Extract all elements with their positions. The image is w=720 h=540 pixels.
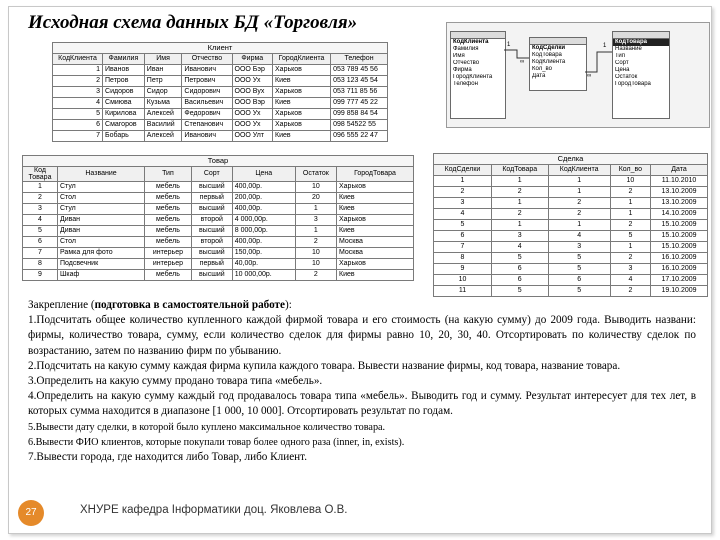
table-cell: Иван (144, 64, 182, 75)
table-row (23, 203, 414, 214)
deal-table-header (434, 164, 708, 175)
table-cell: мебель (145, 269, 192, 280)
task-intro-suffix: ): (285, 299, 292, 311)
table-row (434, 208, 708, 219)
table-cell: Иванович (182, 64, 232, 75)
table-cell: мебель (145, 236, 192, 247)
table-cell: Петрович (182, 75, 232, 86)
deal-col-header: Кол_во (610, 164, 650, 175)
table-cell: 1 (610, 197, 650, 208)
deal-table-body (434, 175, 708, 296)
table-cell: 5 (53, 108, 103, 119)
deal-table (433, 153, 708, 297)
table-cell: второй (191, 214, 232, 225)
table-cell: 15.10.2009 (651, 241, 708, 252)
table-cell: 10 (610, 175, 650, 186)
table-cell: 10 (434, 274, 492, 285)
table-cell: Киев (337, 225, 414, 236)
table-cell: ООО Улт (232, 130, 272, 141)
table-cell: 2 (491, 186, 548, 197)
table-row (23, 258, 414, 269)
table-cell: 4 (491, 241, 548, 252)
table-cell: мебель (145, 225, 192, 236)
client-table (52, 42, 388, 142)
table-cell: 053 711 85 56 (331, 86, 388, 97)
table-cell: 3 (434, 197, 492, 208)
goods-table-body (23, 181, 414, 280)
table-row (434, 274, 708, 285)
table-cell: Харьков (337, 181, 414, 192)
schema-diagram (446, 22, 710, 128)
table-cell: 4 (23, 214, 58, 225)
table-cell: 6 (548, 274, 610, 285)
table-cell: 6 (23, 236, 58, 247)
table-cell: 053 789 45 56 (331, 64, 388, 75)
table-cell: 1 (610, 241, 650, 252)
table-cell: Киев (273, 97, 331, 108)
schema-field: КодТовара (532, 52, 562, 58)
schema-field: КодСделки (532, 45, 566, 51)
schema-client-header (451, 32, 505, 39)
relation-many-mark: ∞ (520, 59, 525, 65)
table-cell: Рамка для фото (58, 247, 145, 258)
client-col-header: ГородКлиента (273, 53, 331, 64)
table-cell: Алексей (144, 108, 182, 119)
table-cell: Васильевич (182, 97, 232, 108)
deal-table-caption: Сделка (433, 153, 708, 164)
table-cell: Москва (337, 236, 414, 247)
table-cell: 6 (491, 274, 548, 285)
task-item: 3.Определить на какую сумму продано товара типа «мебель». (28, 375, 323, 388)
table-cell: 1 (548, 175, 610, 186)
table-cell: Москва (337, 247, 414, 258)
table-cell: Харьков (273, 108, 331, 119)
table-cell: 20 (295, 192, 336, 203)
goods-col-header: Сорт (191, 166, 232, 181)
table-cell: 3 (53, 86, 103, 97)
task-item: 1.Подсчитать общее количество купленного каждой фирмой товара и его стоимость (на какую сумму) до 2009 года. Выводить названи: фирмы, количество товара, сумму, если количество сделок для фирмы равно 10, 20, 30, 40. Отсортировать по количеству сделок по возрастанию, затем по названию фирм по убыванию. (28, 314, 696, 357)
table-cell: 2 (548, 197, 610, 208)
goods-col-header: Цена (232, 166, 295, 181)
goods-table-header (23, 166, 414, 181)
table-cell: Харьков (273, 119, 331, 130)
table-cell: 15.10.2009 (651, 230, 708, 241)
table-cell: 14.10.2009 (651, 208, 708, 219)
table-cell: 2 (295, 269, 336, 280)
relation-many-mark: ∞ (587, 73, 592, 79)
table-cell: Алексей (144, 130, 182, 141)
schema-deal-box (529, 37, 587, 91)
table-cell: 2 (610, 252, 650, 263)
table-cell: 3 (548, 241, 610, 252)
relation-one-mark: 1 (603, 43, 607, 49)
table-cell: 8 000,00р. (232, 225, 295, 236)
table-cell: Стул (58, 203, 145, 214)
table-cell: 096 555 22 47 (331, 130, 388, 141)
goods-table-caption: Товар (22, 155, 414, 166)
table-cell: 3 (491, 230, 548, 241)
table-cell: 11 (434, 285, 492, 296)
table-row (434, 197, 708, 208)
deal-col-header: КодКлиента (548, 164, 610, 175)
table-cell: Смагоров (103, 119, 145, 130)
task-intro-prefix: Закрепление ( (28, 299, 95, 311)
table-row (434, 175, 708, 186)
table-cell: 2 (548, 208, 610, 219)
table-cell: Киев (273, 75, 331, 86)
table-cell: 6 (434, 230, 492, 241)
table-cell: первый (191, 258, 232, 269)
table-cell: 5 (434, 219, 492, 230)
client-col-header: Телефон (331, 53, 388, 64)
task-item: 5.Вывести дату сделки, в которой было куплено максимальное количество товара. (28, 421, 386, 433)
schema-field: Сорт (615, 60, 629, 66)
table-cell: 7 (23, 247, 58, 258)
table-cell: 4 (53, 97, 103, 108)
table-row (23, 269, 414, 280)
table-cell: 5 (491, 285, 548, 296)
schema-field: КодКлиента (532, 59, 566, 65)
goods-col-header: Код Товара (23, 166, 58, 181)
table-cell: Подсвечник (58, 258, 145, 269)
table-cell: ООО Ух (232, 75, 272, 86)
table-cell: ООО Вэр (232, 97, 272, 108)
table-cell: Киев (337, 269, 414, 280)
table-cell: Диван (58, 225, 145, 236)
schema-field: Фамилия (453, 46, 479, 52)
schema-field: КодТовара (613, 39, 669, 46)
table-row (23, 192, 414, 203)
goods-table (22, 155, 414, 281)
table-cell: мебель (145, 192, 192, 203)
task-item: 4.Определить на какую сумму каждый год продавалось товара типа «мебель». Выводить год и сумму. Результат интересует для тех лет, в которых сумма находится в диапазоне [1 000, 10 000]. Отсортировать результат по годам. (28, 390, 696, 418)
schema-field: Название (615, 46, 642, 52)
client-table-caption: Клиент (52, 42, 388, 53)
table-row (434, 230, 708, 241)
table-cell: мебель (145, 203, 192, 214)
table-cell: 40,00р. (232, 258, 295, 269)
table-row (53, 64, 388, 75)
table-cell: 4 (434, 208, 492, 219)
table-cell: 10 (295, 181, 336, 192)
table-cell: 3 (610, 263, 650, 274)
table-cell: 2 (610, 219, 650, 230)
table-cell: 099 777 45 22 (331, 97, 388, 108)
relation-client-deal (504, 50, 529, 58)
table-cell: 1 (434, 175, 492, 186)
table-cell: Смиюва (103, 97, 145, 108)
goods-col-header: ГородТовара (337, 166, 414, 181)
table-cell: 3 (23, 203, 58, 214)
table-cell: Киев (337, 203, 414, 214)
table-cell: ООО Ух (232, 119, 272, 130)
table-cell: 3 (295, 214, 336, 225)
table-cell: Федорович (182, 108, 232, 119)
task-item: 7.Вывести города, где находится либо Товар, либо Клиент. (28, 451, 307, 464)
table-cell: 5 (548, 263, 610, 274)
table-cell: 4 (610, 274, 650, 285)
table-cell: Харьков (337, 258, 414, 269)
table-row (23, 225, 414, 236)
table-cell: Петр (144, 75, 182, 86)
table-row (434, 186, 708, 197)
table-cell: 2 (491, 208, 548, 219)
table-cell: 150,00р. (232, 247, 295, 258)
table-cell: Стул (58, 181, 145, 192)
table-cell: 6 (491, 263, 548, 274)
table-cell: высший (191, 247, 232, 258)
schema-field: Дата (532, 73, 546, 79)
schema-field: Имя (453, 53, 465, 59)
table-cell: 5 (491, 252, 548, 263)
table-cell: 10 (295, 247, 336, 258)
table-row (434, 219, 708, 230)
client-col-header: Фирма (232, 53, 272, 64)
table-cell: ООО Бэр (232, 64, 272, 75)
schema-field: ГородТовара (615, 81, 651, 87)
schema-client-box (450, 31, 506, 119)
table-cell: Кирилова (103, 108, 145, 119)
table-cell: 2 (434, 186, 492, 197)
table-cell: 8 (434, 252, 492, 263)
goods-col-header: Тип (145, 166, 192, 181)
table-cell: 400,00р. (232, 236, 295, 247)
page-number-badge: 27 (18, 500, 44, 526)
table-cell: Харьков (273, 64, 331, 75)
table-cell: Сидоров (103, 86, 145, 97)
schema-field: Цена (615, 67, 630, 73)
table-row (23, 236, 414, 247)
goods-col-header: Остаток (295, 166, 336, 181)
table-cell: 400,00р. (232, 181, 295, 192)
table-row (23, 181, 414, 192)
table-cell: Киев (273, 130, 331, 141)
table-cell: 099 858 84 54 (331, 108, 388, 119)
table-row (434, 285, 708, 296)
table-cell: Бобарь (103, 130, 145, 141)
table-cell: второй (191, 236, 232, 247)
schema-field: Фирма (453, 67, 472, 73)
schema-field: Остаток (615, 74, 638, 80)
table-cell: Диван (58, 214, 145, 225)
table-cell: 2 (23, 192, 58, 203)
table-cell: ООО Вух (232, 86, 272, 97)
page-title: Исходная схема данных БД «Торговля» (28, 12, 358, 33)
table-cell: 2 (53, 75, 103, 86)
client-col-header: Отчество (182, 53, 232, 64)
table-cell: высший (191, 203, 232, 214)
table-cell: 7 (434, 241, 492, 252)
table-cell: 400,00р. (232, 203, 295, 214)
table-cell: 200,00р. (232, 192, 295, 203)
table-row (434, 241, 708, 252)
table-cell: 4 (548, 230, 610, 241)
table-cell: высший (191, 225, 232, 236)
table-cell: 2 (610, 186, 650, 197)
table-cell: Степанович (182, 119, 232, 130)
table-cell: ООО Ух (232, 108, 272, 119)
table-cell: 10 000,00р. (232, 269, 295, 280)
table-cell: Харьков (273, 86, 331, 97)
table-row (53, 86, 388, 97)
table-cell: мебель (145, 181, 192, 192)
table-cell: 098 54522 55 (331, 119, 388, 130)
table-cell: Сидорович (182, 86, 232, 97)
table-cell: 13.10.2009 (651, 197, 708, 208)
table-cell: 053 123 45 54 (331, 75, 388, 86)
schema-field: Кол_во (532, 66, 552, 72)
table-cell: 5 (610, 230, 650, 241)
table-cell: 2 (295, 236, 336, 247)
table-cell: 19.10.2009 (651, 285, 708, 296)
client-col-header: Имя (144, 53, 182, 64)
client-table-body (53, 64, 388, 141)
table-cell: Шкаф (58, 269, 145, 280)
table-cell: 9 (23, 269, 58, 280)
table-cell: 1 (53, 64, 103, 75)
table-row (53, 130, 388, 141)
table-cell: Иванович (182, 130, 232, 141)
table-cell: Иванов (103, 64, 145, 75)
relation-one-mark: 1 (507, 42, 511, 48)
table-cell: 16.10.2009 (651, 263, 708, 274)
table-cell: Петров (103, 75, 145, 86)
goods-col-header: Название (58, 166, 145, 181)
table-row (23, 247, 414, 258)
table-cell: 11.10.2010 (651, 175, 708, 186)
table-cell: 10 (295, 258, 336, 269)
table-cell: 1 (295, 225, 336, 236)
table-cell: 1 (295, 203, 336, 214)
table-cell: 1 (548, 219, 610, 230)
table-cell: интерьер (145, 258, 192, 269)
table-cell: 7 (53, 130, 103, 141)
table-cell: 15.10.2009 (651, 219, 708, 230)
deal-col-header: Дата (651, 164, 708, 175)
table-cell: 9 (434, 263, 492, 274)
table-cell: 1 (491, 175, 548, 186)
table-row (53, 108, 388, 119)
task-intro-bold: подготовка в самостоятельной работе (94, 299, 286, 311)
deal-col-header: КодТовара (491, 164, 548, 175)
schema-field: КодКлиента (453, 39, 489, 45)
table-cell: Кузьма (144, 97, 182, 108)
table-cell: 6 (53, 119, 103, 130)
table-cell: высший (191, 181, 232, 192)
schema-goods-box (612, 31, 670, 119)
deal-col-header: КодСделки (434, 164, 492, 175)
table-cell: 8 (23, 258, 58, 269)
client-table-header (53, 53, 388, 64)
table-cell: 5 (548, 285, 610, 296)
table-cell: 1 (610, 208, 650, 219)
schema-field: Тип (615, 53, 626, 59)
table-row (434, 252, 708, 263)
table-cell: 17.10.2009 (651, 274, 708, 285)
table-cell: 13.10.2009 (651, 186, 708, 197)
table-cell: 1 (548, 186, 610, 197)
table-cell: первый (191, 192, 232, 203)
table-cell: 5 (548, 252, 610, 263)
footer-author: ХНУРЕ кафедра Інформатики доц. Яковлева О.В. (80, 504, 348, 516)
table-cell: Харьков (337, 214, 414, 225)
table-cell: Киев (337, 192, 414, 203)
table-row (53, 97, 388, 108)
table-cell: 1 (23, 181, 58, 192)
table-cell: мебель (145, 214, 192, 225)
schema-goods-header (613, 32, 669, 39)
table-row (23, 214, 414, 225)
table-cell: Сидор (144, 86, 182, 97)
task-intro (28, 298, 696, 313)
schema-field: Отчество (453, 60, 480, 66)
schema-deal-header (530, 38, 586, 45)
schema-field: ГородКлиента (453, 74, 493, 80)
task-item: 2.Подсчитать на какую сумму каждая фирма купила каждого товара. Вывести название фирмы, код товара, название товара. (28, 359, 621, 372)
table-cell: 4 000,00р. (232, 214, 295, 225)
table-cell: Стол (58, 236, 145, 247)
table-cell: интерьер (145, 247, 192, 258)
table-cell: высший (191, 269, 232, 280)
table-cell: 1 (491, 197, 548, 208)
table-cell: 5 (23, 225, 58, 236)
relation-goods-deal (585, 52, 612, 72)
task-item: 6.Вывести ФИО клиентов, которые покупали товар более одного раза (inner, in, exists). (28, 436, 405, 448)
table-cell: 16.10.2009 (651, 252, 708, 263)
table-row (434, 263, 708, 274)
table-row (53, 75, 388, 86)
table-cell: 1 (491, 219, 548, 230)
task-text (28, 298, 696, 465)
table-cell: Василий (144, 119, 182, 130)
table-row (53, 119, 388, 130)
client-col-header: КодКлиента (53, 53, 103, 64)
client-col-header: Фамилия (103, 53, 145, 64)
schema-field: Телефон (453, 81, 478, 87)
table-cell: 2 (610, 285, 650, 296)
table-cell: Стол (58, 192, 145, 203)
